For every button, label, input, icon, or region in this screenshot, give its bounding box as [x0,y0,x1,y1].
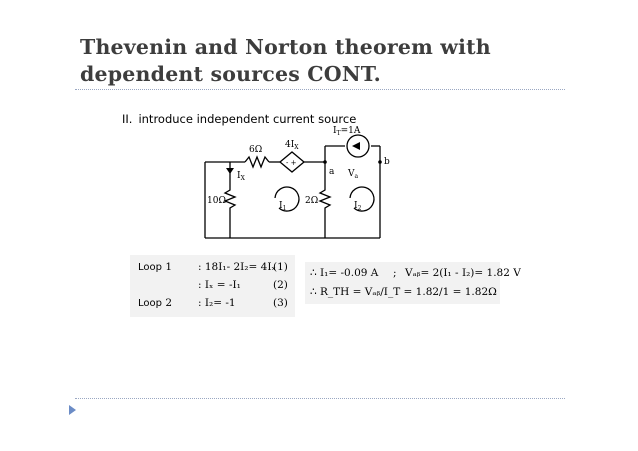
r10-label: 10Ω [207,196,226,206]
i1-result: ∴ I₁= -0.09 A [310,267,379,279]
resistor-6-symbol [245,157,269,167]
r2-label: 2Ω [305,196,319,206]
loop1-label: Loop [138,262,162,273]
node-a-label: a [329,167,335,177]
loop2-number: 2 [165,297,173,309]
ix-arrowhead [226,168,234,174]
node-b-dot [378,160,382,164]
circuit-diagram [185,120,405,240]
bullet-text: introduce independent current source [138,112,357,126]
slide-nav-arrow-icon[interactable] [69,405,76,415]
ix-ref: (2) [273,279,288,291]
i2-label: $I_2$ [354,201,362,212]
loop1-row [138,261,172,273]
vab-result: Vₐᵦ= 2(I₁ - I₂)= 1.82 V [405,267,521,279]
loop2-row [138,297,172,309]
i1-label: $I_1$ [279,201,287,212]
slide-title [80,34,491,88]
it-label: $I_T=1A$ [333,126,361,137]
title-line-2: dependent sources CONT. [80,62,381,86]
footer-divider [75,398,565,399]
loop1-number: 1 [165,261,173,273]
r6-label: 6Ω [249,145,263,155]
bullet-number: II. [122,112,133,126]
loop1-ref: (1) [273,261,288,273]
node-b-label: b [384,157,390,167]
title-line-1: Thevenin and Norton theorem with [80,35,491,59]
loop2-ref: (3) [273,297,288,309]
title-divider [75,89,565,90]
ix-equation: : Iₓ = -I₁ [198,279,241,291]
loop2-equation: : I₂= -1 [198,297,236,309]
loop1-equation: : 18I₁- 2I₂= 4Iₓ [198,261,276,273]
loop2-label: Loop [138,298,162,309]
dep-source-label: $4I_X$ [285,140,299,151]
dep-source-sign: - + [286,159,297,167]
source-arrowhead [352,142,360,150]
va-label: $V_a$ [348,169,359,180]
rth-result: ∴ R_TH = Vₐᵦ/I_T = 1.82/1 = 1.82Ω [310,286,497,298]
results-panel [305,262,521,304]
loop-equations [130,255,295,317]
result-separator: ; [393,267,397,279]
node-a-dot [323,160,327,164]
ix-label: $I_X$ [237,171,245,182]
